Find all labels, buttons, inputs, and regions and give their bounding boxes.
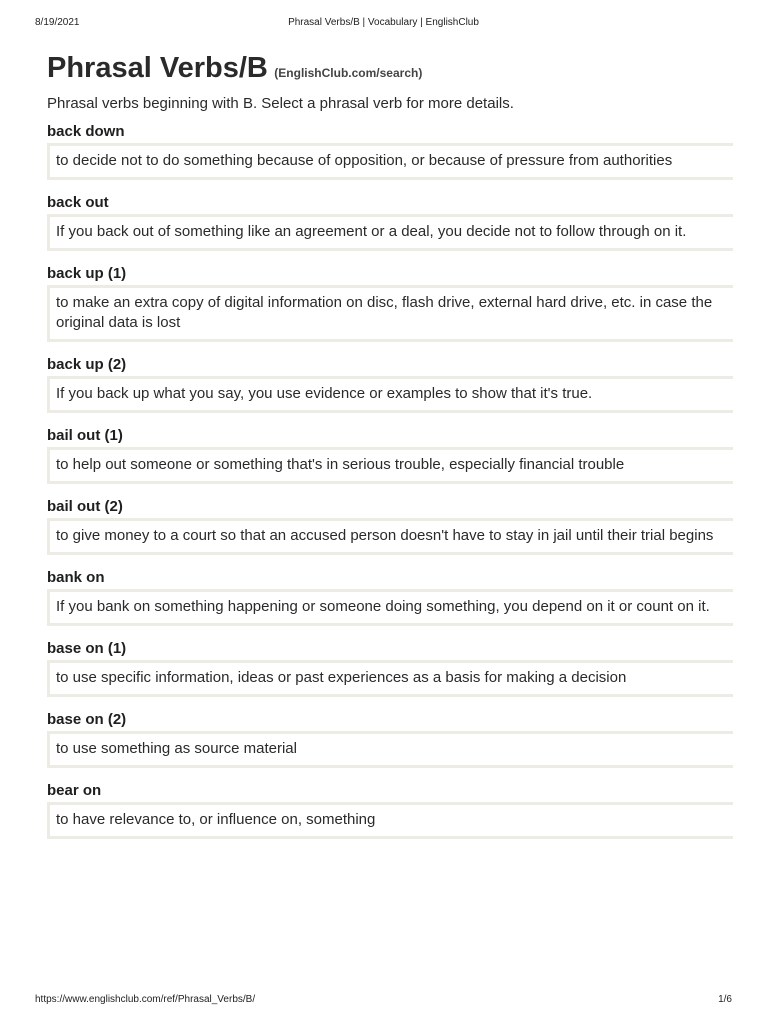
definition-box: to give money to a court so that an accused person doesn't have to stay in jail until their trial begins (47, 518, 733, 555)
definition-box: to decide not to do something because of opposition, or because of pressure from authorities (47, 143, 733, 180)
phrasal-verb-link[interactable]: back down (47, 123, 125, 140)
definition-box: to make an extra copy of digital information on disc, flash drive, external hard drive, etc. in case the original data is lost (47, 285, 733, 342)
list-item (47, 192, 733, 251)
list-item (47, 263, 733, 342)
phrasal-verb-link[interactable]: back out (47, 194, 109, 211)
list-item (47, 496, 733, 555)
print-url: https://www.englishclub.com/ref/Phrasal_Verbs/B/ (35, 994, 256, 1005)
print-date: 8/19/2021 (35, 17, 80, 28)
phrasal-verb-link[interactable]: bear on (47, 782, 102, 799)
definition-box: If you bank on something happening or someone doing something, you depend on it or count on it. (47, 589, 733, 626)
list-item (47, 121, 733, 180)
definition-box: to use something as source material (47, 731, 733, 768)
page-title: Phrasal Verbs/B (47, 52, 268, 84)
print-page-title: Phrasal Verbs/B | Vocabulary | EnglishClub (288, 17, 479, 28)
list-item (47, 780, 733, 839)
list-item (47, 638, 733, 697)
phrasal-verb-link[interactable]: bail out (2) (47, 498, 123, 515)
phrasal-verb-link[interactable]: bail out (1) (47, 427, 123, 444)
title-row (47, 52, 733, 90)
definition-box: to help out someone or something that's in serious trouble, especially financial trouble (47, 447, 733, 484)
definition-box: to use specific information, ideas or past experiences as a basis for making a decision (47, 660, 733, 697)
site-search-link[interactable]: (EnglishClub.com/search) (274, 66, 423, 80)
print-header (35, 17, 732, 31)
list-item (47, 354, 733, 413)
page-number: 1/6 (718, 994, 732, 1005)
definition-box: If you back out of something like an agreement or a deal, you decide not to follow through on it. (47, 214, 733, 251)
main-content (47, 52, 733, 851)
definition-box: If you back up what you say, you use evidence or examples to show that it's true. (47, 376, 733, 413)
list-item (47, 567, 733, 626)
phrasal-verb-link[interactable]: back up (2) (47, 356, 127, 373)
list-item (47, 425, 733, 484)
phrasal-verb-link[interactable]: base on (2) (47, 711, 127, 728)
phrasal-verb-link[interactable]: base on (1) (47, 640, 127, 657)
phrasal-verb-list (47, 121, 733, 839)
phrasal-verb-link[interactable]: bank on (47, 569, 105, 586)
print-footer (35, 994, 732, 1008)
phrasal-verb-link[interactable]: back up (1) (47, 265, 127, 282)
intro-text: Phrasal verbs beginning with B. Select a phrasal verb for more details. (47, 95, 514, 112)
definition-box: to have relevance to, or influence on, something (47, 802, 733, 839)
list-item (47, 709, 733, 768)
